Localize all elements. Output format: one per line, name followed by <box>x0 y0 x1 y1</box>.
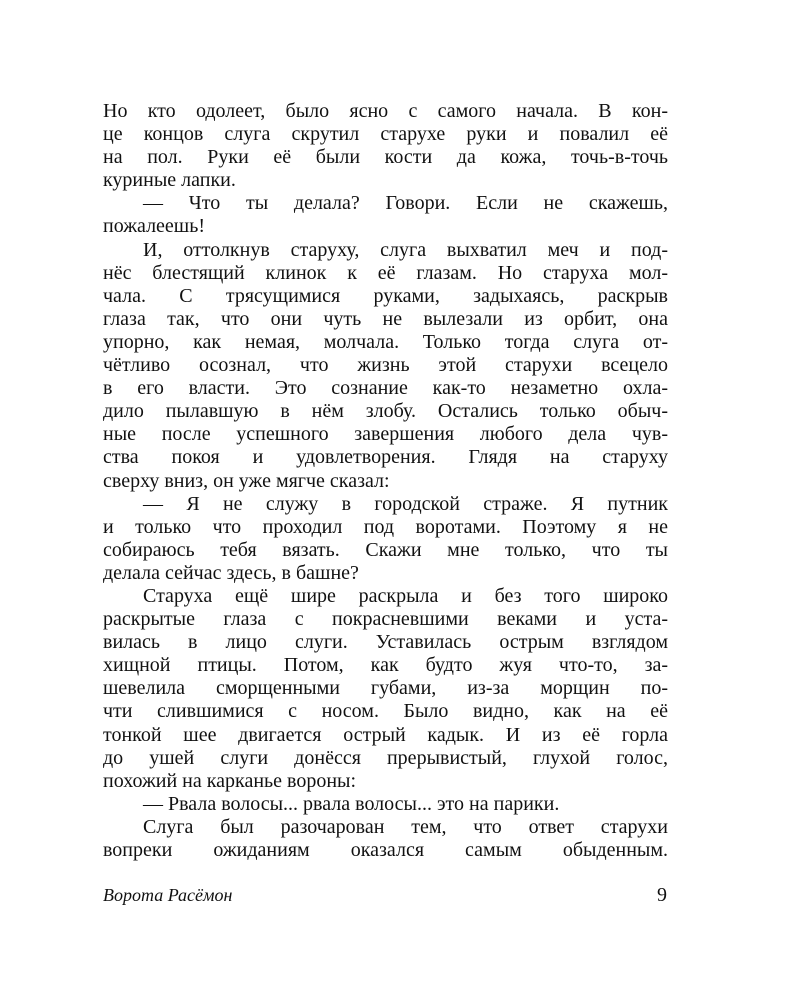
body-text <box>103 100 668 862</box>
text-line: — Я не служу в городской страже. Я путник <box>143 492 668 515</box>
text-line: и только что проходил под воротами. Поэтому я не <box>103 515 668 538</box>
text-line: чти слившимися с носом. Было видно, как на её <box>103 700 668 723</box>
text-line: куриные лапки. <box>103 169 236 192</box>
text-line: ные после успешного завершения любого дела чув- <box>103 423 668 446</box>
text-line: глаза так, что они чуть не вылезали из орбит, она <box>103 307 668 330</box>
text-line: раскрытые глаза с покрасневшими веками и уста- <box>103 608 668 631</box>
page-number: 9 <box>657 884 667 906</box>
text-line: упорно, как немая, молчала. Только тогда слуга от- <box>103 330 668 353</box>
text-line: нёс блестящий клинок к её глазам. Но старуха мол- <box>103 261 668 284</box>
text-line: сверху вниз, он уже мягче сказал: <box>103 469 390 492</box>
text-line: делала сейчас здесь, в башне? <box>103 561 359 584</box>
text-line: — Что ты делала? Говори. Если не скажешь, <box>143 192 668 215</box>
text-line: тонкой шее двигается острый кадык. И из её горла <box>103 723 668 746</box>
text-line: до ушей слуги донёсся прерывистый, глухой голос, <box>103 746 668 769</box>
text-line: це концов слуга скрутил старухе руки и повалил её <box>103 123 668 146</box>
text-line: пожалеешь! <box>103 215 205 238</box>
running-footer-title: Ворота Расёмон <box>103 885 233 905</box>
text-line: — Рвала волосы... рвала волосы... это на парики. <box>143 792 560 815</box>
text-line: Слуга был разочарован тем, что ответ старухи <box>143 815 668 838</box>
text-line: Но кто одолеет, было ясно с самого начала. В кон- <box>103 100 668 122</box>
text-line: ства покоя и удовлетворения. Глядя на старуху <box>103 446 668 469</box>
text-line: Старуха ещё шире раскрыла и без того широко <box>143 584 668 607</box>
text-line: в его власти. Это сознание как-то незаметно охла- <box>103 377 668 400</box>
text-line: шевелила сморщенными губами, из-за морщин по- <box>103 677 668 700</box>
text-line: вилась в лицо слуги. Уставилась острым взглядом <box>103 631 668 654</box>
text-line: чала. С трясущимися руками, задыхаясь, раскрыв <box>103 284 668 307</box>
text-line: вопреки ожиданиям оказался самым обыденным. <box>103 839 668 861</box>
text-line: дило пылавшую в нём злобу. Остались только обыч- <box>103 400 668 423</box>
text-line: собираюсь тебя вязать. Скажи мне только, что ты <box>103 538 668 561</box>
text-line: похожий на карканье вороны: <box>103 769 357 792</box>
text-line: И, оттолкнув старуху, слуга выхватил меч и под- <box>143 238 668 261</box>
text-line: хищной птицы. Потом, как будто жуя что-то, за- <box>103 654 668 677</box>
text-line: чётливо осознал, что жизнь этой старухи всецело <box>103 354 668 377</box>
text-line: на пол. Руки её были кости да кожа, точь-в-точь <box>103 146 668 169</box>
